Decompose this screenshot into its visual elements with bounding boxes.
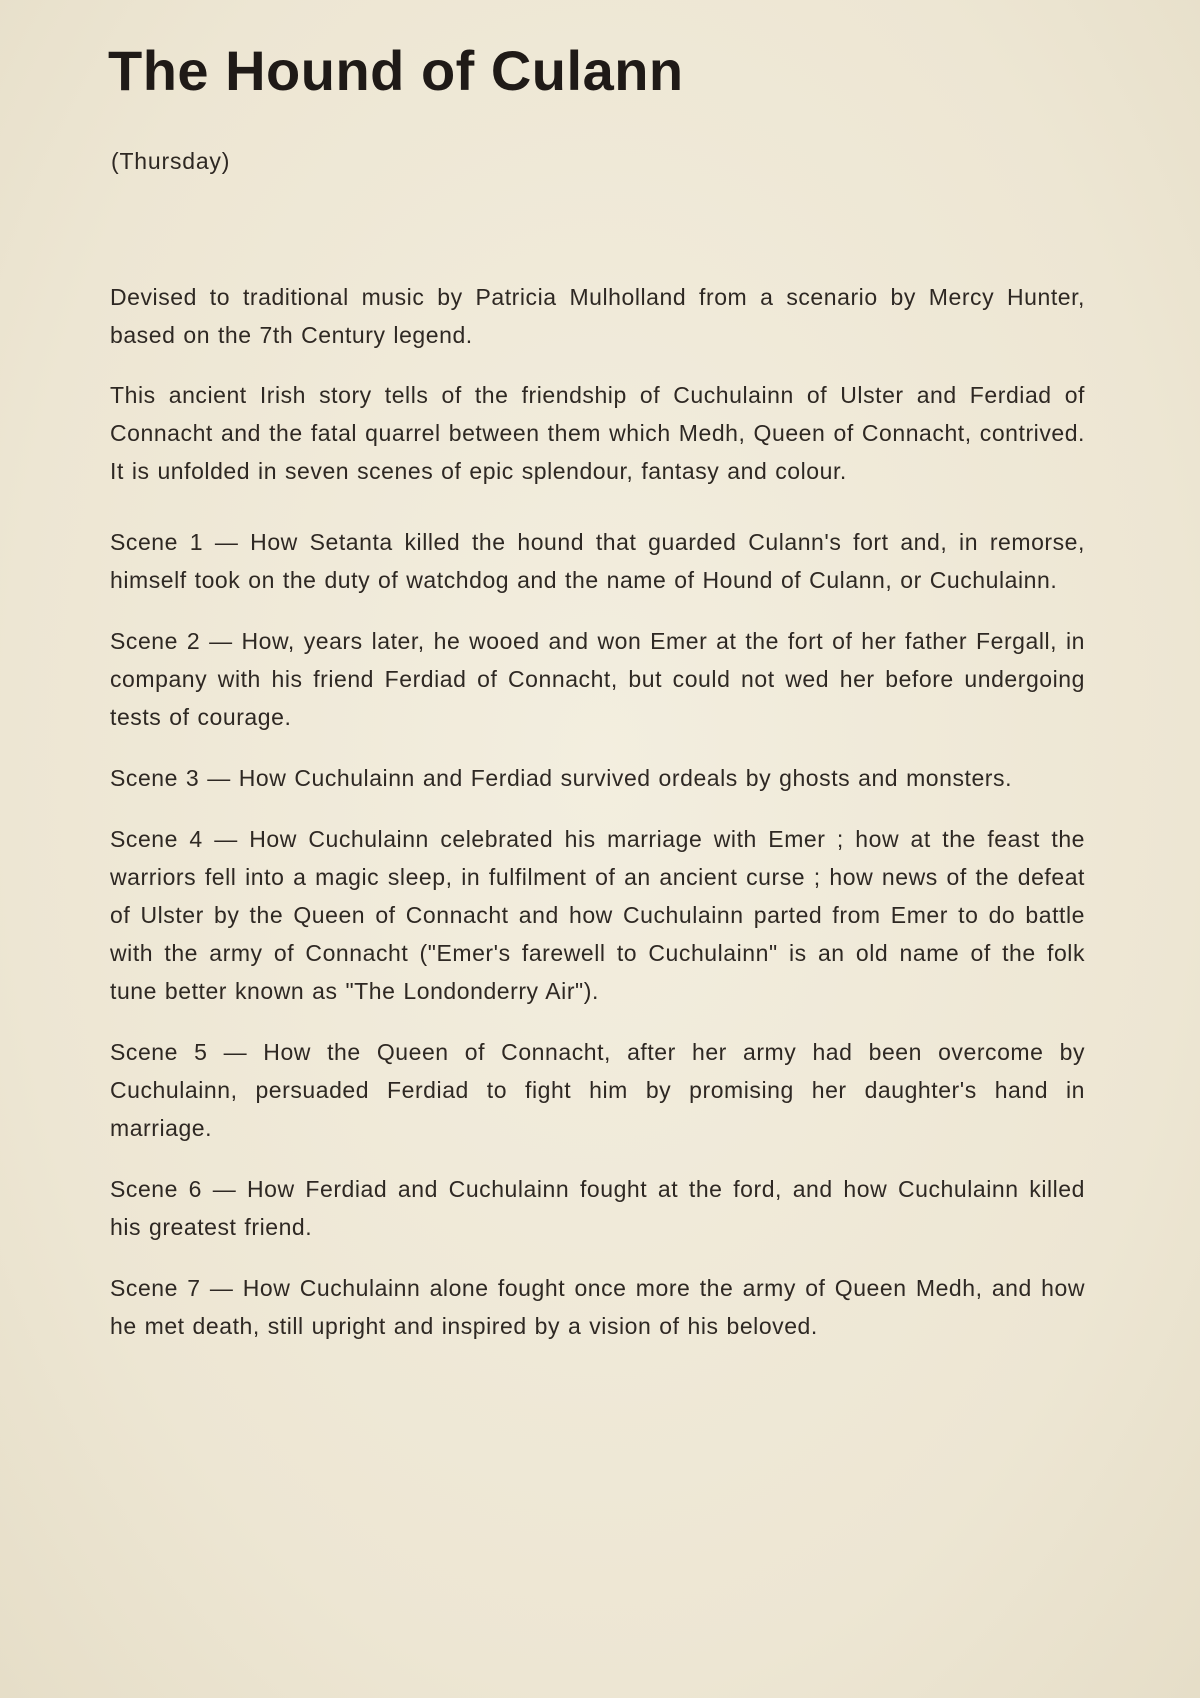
programme-body <box>110 278 1085 1368</box>
credits-paragraph: Devised to traditional music by Patricia Mulholland from a scenario by Mercy Hunter, based on the 7th Century legend. <box>110 284 1085 348</box>
scene-label: Scene 5 — <box>110 1039 248 1065</box>
scene-label: Scene 4 — <box>110 826 238 852</box>
scene-description: How Setanta killed the hound that guarded Culann's fort and, in remorse, himself took on the duty of watchdog and the name of Hound of Culann, or Cuchulainn. <box>110 529 1085 593</box>
scene-description: How Ferdiad and Cuchulainn fought at the ford, and how Cuchulainn killed his greatest friend. <box>110 1176 1085 1240</box>
scene-description: How Cuchulainn and Ferdiad survived ordeals by ghosts and monsters. <box>238 765 1013 791</box>
scene-paragraph <box>110 1269 1085 1345</box>
scene-paragraph <box>110 820 1085 1010</box>
scene-paragraph <box>110 523 1085 599</box>
scene-label: Scene 1 — <box>110 529 239 555</box>
scene-paragraph <box>110 622 1085 736</box>
scene-description: How Cuchulainn celebrated his marriage with Emer ; how at the feast the warriors fell into a magic sleep, in fulfilment of an ancient curse ; how news of the defeat of Ulster by the Queen of Connacht and how Cuchulainn parted from Emer to do battle with the army of Connacht ("Emer's farewell to Cuchulainn" is an old name of the folk tune better known as "The Londonderry Air"). <box>110 826 1086 1004</box>
scene-paragraph <box>110 1033 1085 1147</box>
scene-description: How, years later, he wooed and won Emer at the fort of her father Fergall, in company with his friend Ferdiad of Connacht, but could not wed her before undergoing tests of courage. <box>110 628 1085 730</box>
scene-paragraph <box>110 759 1085 797</box>
scene-paragraph <box>110 1170 1085 1246</box>
scene-label: Scene 3 — <box>110 765 231 791</box>
scene-label: Scene 6 — <box>110 1176 237 1202</box>
page-title: The Hound of Culann <box>108 39 684 102</box>
scene-label: Scene 7 — <box>110 1275 234 1301</box>
scene-description: How the Queen of Connacht, after her army had been overcome by Cuchulainn, persuaded Ferdiad to fight him by promising her daughter's hand in marriage. <box>110 1039 1085 1141</box>
scene-label: Scene 2 — <box>110 628 233 654</box>
performance-day: (Thursday) <box>111 148 231 174</box>
scene-description: How Cuchulainn alone fought once more the army of Queen Medh, and how he met death, still upright and inspired by a vision of his beloved. <box>110 1275 1085 1339</box>
story-summary-paragraph: This ancient Irish story tells of the friendship of Cuchulainn of Ulster and Ferdiad of Connacht and the fatal quarrel between them which Medh, Queen of Connacht, contrived. It is unfolded in seven scenes of epic splendour, fantasy and colour. <box>110 382 1085 484</box>
